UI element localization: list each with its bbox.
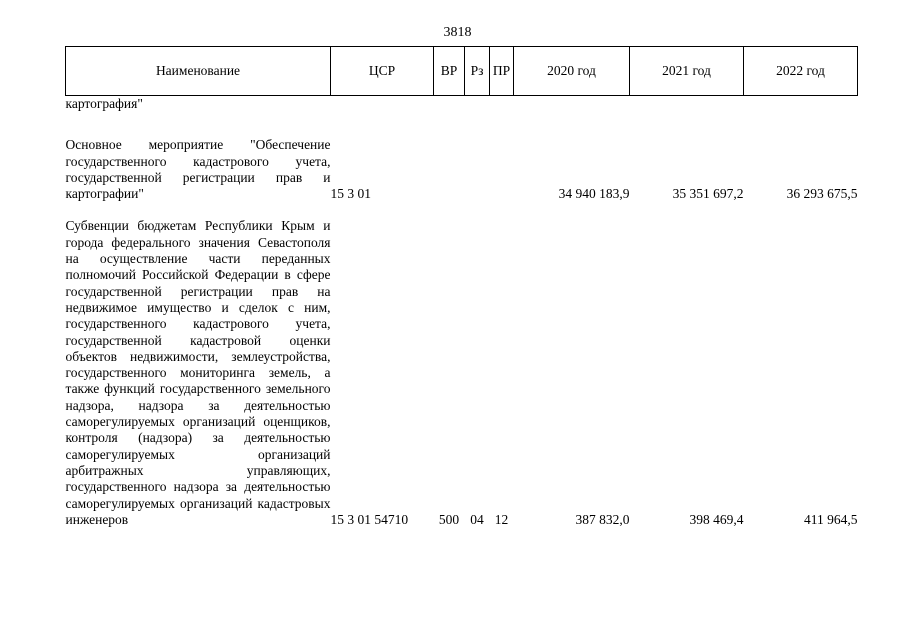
row-pr: 12 xyxy=(494,511,509,527)
row-name: Основное мероприятие "Обеспечение государственного кадастрового учета, государственной регистрации прав и картографии" xyxy=(65,137,331,202)
header-rz: Рз xyxy=(465,47,490,96)
row-2021 xyxy=(630,96,744,113)
table-row xyxy=(66,218,858,528)
header-vr: ВР xyxy=(434,47,465,96)
row-rz xyxy=(465,137,490,202)
row-vr: 500 xyxy=(438,511,460,527)
row-2021: 35 351 697,2 xyxy=(672,186,744,202)
row-csr: 15 3 01 54710 xyxy=(330,511,409,527)
row-name: Субвенции бюджетам Республики Крым и города федерального значения Севастополя на осуществление части переданных полномочий Российской Федерации в сфере государственной регистрации прав на недвижимое имущество и сделок с ним, государственного кадастрового учета, государственной кадастровой оценки объектов недвижимости, землеустройства, государственного мониторинга земель, а также функций государственного земельного надзора, надзора за деятельностью саморегулируемых организаций оценщиков, контроля (надзора) за деятельностью саморегулируемых организаций арбитражных управляющих, государственного надзора за деятельностью саморегулируемых организаций кадастровых инженеров xyxy=(65,218,331,527)
row-2020: 34 940 183,9 xyxy=(558,186,630,202)
row-vr xyxy=(434,96,465,113)
header-2021: 2021 год xyxy=(630,47,744,96)
row-2021: 398 469,4 xyxy=(689,511,744,527)
row-pr xyxy=(490,137,514,202)
table-row xyxy=(66,137,858,202)
row-2020 xyxy=(514,96,630,113)
header-pr: ПР xyxy=(490,47,514,96)
row-pr xyxy=(490,96,514,113)
row-rz: 04 xyxy=(470,511,484,527)
row-name: картография" xyxy=(65,96,143,111)
page-number: 3818 xyxy=(443,25,472,40)
row-rz xyxy=(465,96,490,113)
table-header-row xyxy=(66,47,858,96)
header-2020: 2020 год xyxy=(514,47,630,96)
row-2020: 387 832,0 xyxy=(575,511,630,527)
row-csr xyxy=(331,96,434,113)
row-csr: 15 3 01 xyxy=(330,186,371,202)
header-csr: ЦСР xyxy=(331,47,434,96)
header-2022: 2022 год xyxy=(744,47,858,96)
table-row xyxy=(66,96,858,113)
row-2022 xyxy=(744,96,858,113)
row-2022: 411 964,5 xyxy=(804,511,858,527)
budget-table xyxy=(65,46,858,528)
header-name: Наименование xyxy=(66,47,331,96)
row-2022: 36 293 675,5 xyxy=(786,186,858,202)
row-vr xyxy=(434,137,465,202)
